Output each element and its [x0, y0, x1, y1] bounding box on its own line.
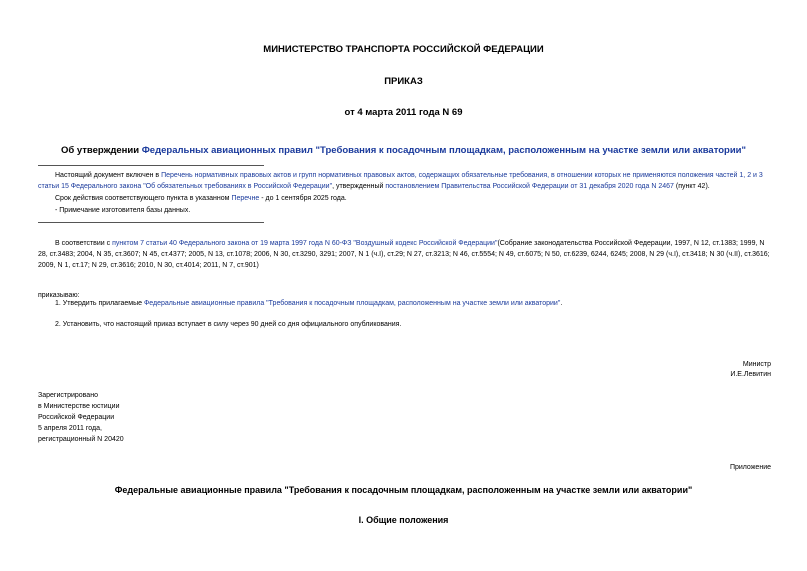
note-paragraph-3: - Примечание изготовителя базы данных. [55, 207, 191, 214]
section-heading: I. Общие положения [358, 515, 449, 525]
appendix-title: Федеральные авиационные правила "Требования к посадочным площадкам, расположенным на участке земли или акватории" [114, 485, 693, 495]
preamble-text: В соответствии с [55, 240, 113, 247]
note-paragraph-1 [38, 170, 771, 192]
preamble-text: (Собрание законодательства Российской Федерации, 1997, N 12, ст.1383; 1999, N 28, ст.3483; 2004, N 35, ст.3607; N 45, ст.4377; 2005, N 13, ст.1078; 2006, N 30, ст.3290, 3291; 2007, N 1 (ч.I), ст.29; N 27, ст.3213; N 46, ст.5554; N 49, ст.6075; N 50, ст.6239, 6244, 6245; 2008, N 29 (ч.I), ст.3418; N 30 (ч.II), ст.3616; 2009, N 1, ст.17; N 29, ст.3616; 2010, N 30, ст.4014; 2011, N 7, ст.901) [38, 240, 770, 269]
registration-block [38, 390, 124, 445]
preamble-paragraph [38, 238, 771, 271]
note-text: , утвержденный [332, 183, 386, 190]
order-item-1 [55, 298, 771, 309]
document-title [0, 145, 807, 156]
note-link-perechne[interactable]: Перечне [231, 195, 260, 202]
order-item-2: 2. Установить, что настоящий приказ вступает в силу через 90 дней со дня официального опубликования. [55, 321, 402, 328]
note-link-postanovlenie[interactable]: постановлением Правительства Российской Федерации от 31 декабря 2020 года N 2467 [385, 183, 674, 190]
ministry-heading: МИНИСТЕРСТВО ТРАНСПОРТА РОССИЙСКОЙ ФЕДЕРАЦИИ [263, 44, 544, 55]
appendix-label: Приложение [729, 464, 771, 471]
order-item-text: 1. Утвердить прилагаемые [55, 300, 144, 307]
preamble [38, 238, 771, 271]
note-paragraph-2 [38, 193, 771, 204]
note-block [38, 170, 771, 216]
preamble-link-vozdushny-kodeks[interactable]: пунктом 7 статьи 40 Федерального закона от 19 марта 1997 года N 60-ФЗ "Воздушный кодекс Российской Федерации" [112, 240, 498, 247]
title-link[interactable]: Федеральных авиационных правил "Требования к посадочным площадкам, расположенным на участке земли или акватории" [141, 145, 747, 156]
note-text: Срок действия соответствующего пункта в указанном [55, 195, 232, 202]
order-item-1-link[interactable]: Федеральные авиационные правила "Требования к посадочным площадкам, расположенным на участке земли или акватории" [143, 300, 561, 307]
title-prefix: Об утверждении [60, 145, 142, 156]
signature-name: И.Е.Левитин [730, 371, 771, 378]
registration-line: регистрационный N 20420 [38, 436, 124, 443]
doc-type-heading: ПРИКАЗ [384, 76, 423, 87]
note-rule-bottom [38, 222, 264, 223]
date-number-heading: от 4 марта 2011 года N 69 [344, 107, 463, 118]
registration-line: Зарегистрировано [38, 392, 98, 399]
note-text: - до 1 сентября 2025 года. [259, 195, 347, 202]
signature-role: Министр [742, 361, 771, 368]
registration-line: 5 апреля 2011 года, [38, 425, 102, 432]
registration-line: в Министерстве юстиции [38, 403, 120, 410]
order-item-text: . [560, 300, 563, 307]
order-intro: приказываю: [38, 292, 80, 299]
note-text: (пункт 42). [673, 183, 710, 190]
note-rule-top [38, 165, 264, 166]
note-text: Настоящий документ включен в [55, 172, 162, 179]
note-link-perechen[interactable]: Перечень нормативных правовых актов и групп нормативных правовых актов, содержащих обязательные требования, в отношении которых не применяются положения частей 1, 2 и 3 статьи 15 Федерального закона "Об обязательных требованиях в Российской Федерации" [38, 172, 763, 190]
registration-line: Российской Федерации [38, 414, 115, 421]
